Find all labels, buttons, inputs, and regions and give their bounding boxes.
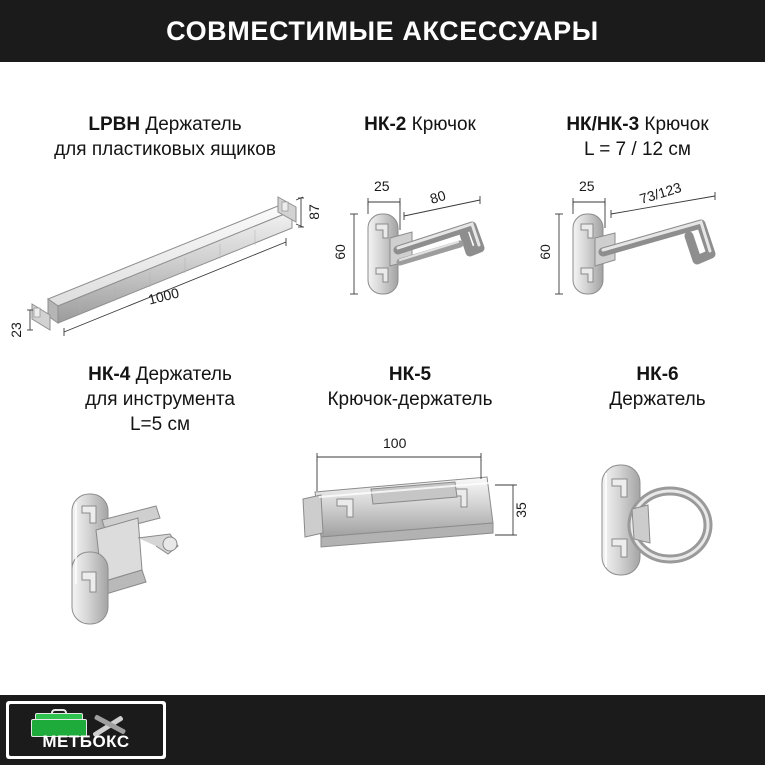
product-card-hk6[interactable] <box>560 362 755 692</box>
page-title: СОВМЕСТИМЫЕ АКСЕССУАРЫ <box>166 15 599 46</box>
product-title-hk3 <box>525 112 750 162</box>
product-card-hk2[interactable] <box>320 112 520 342</box>
product-card-hk5[interactable] <box>275 362 545 692</box>
product-subtitle-hk3: L = 7 / 12 см <box>584 139 691 160</box>
product-subtitle-hk4: для инструмента <box>85 389 235 410</box>
product-image-hk5 <box>275 437 545 637</box>
product-name-hk2: Крючок <box>406 114 476 135</box>
dimension-hk2-length: 80 <box>428 187 448 207</box>
product-code-hk5: НК-5 <box>388 364 432 385</box>
product-code-hk3: НК/НК-3 <box>566 114 640 135</box>
dimension-hk2-height: 60 <box>331 244 348 260</box>
product-name-lpbh: Держатель <box>140 114 242 135</box>
dimension-lpbh-length: 1000 <box>146 284 181 308</box>
page-header <box>0 0 765 62</box>
dimension-hk5-width: 100 <box>383 435 407 451</box>
product-card-hk3[interactable] <box>525 112 750 342</box>
dimension-hk5-height: 35 <box>512 502 529 518</box>
product-title-lpbh <box>20 112 310 162</box>
product-title-hk2 <box>320 112 520 137</box>
product-code-lpbh: LPBH <box>88 114 141 135</box>
product-name-hk4: Держатель <box>130 364 232 385</box>
dimension-lpbh-depth: 23 <box>7 322 24 338</box>
product-image-hk3 <box>525 178 750 342</box>
product-image-hk6 <box>560 447 755 647</box>
logo-inner-panel <box>9 704 163 756</box>
product-code-hk4: НК-4 <box>88 364 131 385</box>
brand-name: МЕТБОКС <box>42 732 130 751</box>
product-subtitle-hk6: Держатель <box>609 389 706 410</box>
product-length-hk4: L=5 см <box>129 414 191 435</box>
dimension-hk3-width: 25 <box>579 178 595 194</box>
product-card-hk4[interactable] <box>10 362 310 692</box>
dimension-hk3-length: 73/123 <box>637 179 684 207</box>
product-card-lpbh[interactable] <box>7 112 322 342</box>
product-title-hk6 <box>560 362 755 412</box>
product-name-hk3: Крючок <box>639 114 709 135</box>
brand-logo[interactable] <box>6 701 166 759</box>
dimension-hk2-width: 25 <box>374 178 390 194</box>
dimension-lpbh-height: 87 <box>305 204 322 220</box>
product-subtitle-lpbh: для пластиковых ящиков <box>54 139 276 160</box>
product-image-hk2 <box>320 178 520 342</box>
product-code-hk6: НК-6 <box>636 364 679 385</box>
product-title-hk4 <box>10 362 310 437</box>
dimension-hk3-height: 60 <box>536 244 553 260</box>
accessories-board <box>0 62 765 695</box>
page-footer <box>0 695 765 765</box>
product-title-hk5 <box>275 362 545 412</box>
product-image-lpbh <box>7 182 322 342</box>
product-code-hk2: НК-2 <box>364 114 407 135</box>
product-subtitle-hk5: Крючок-держатель <box>327 389 493 410</box>
product-image-hk4 <box>10 472 310 672</box>
